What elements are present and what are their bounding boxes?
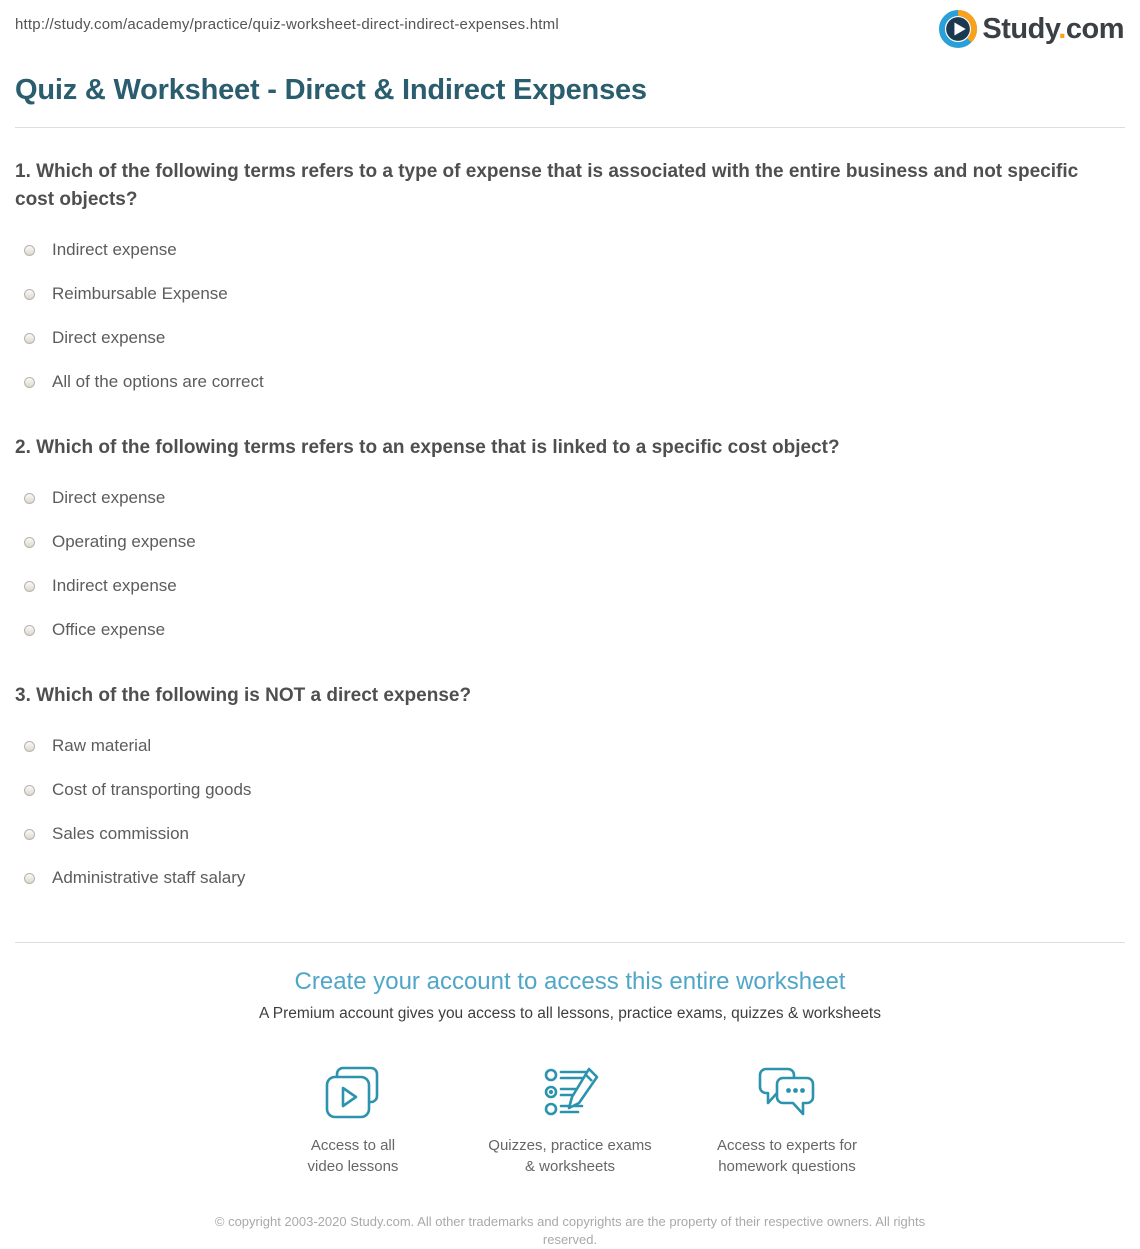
- option-row[interactable]: [15, 812, 1125, 856]
- feature-experts: [679, 1061, 896, 1177]
- radio-button[interactable]: [24, 493, 35, 504]
- title-divider: [15, 127, 1125, 128]
- option-row[interactable]: [15, 856, 1125, 900]
- radio-button[interactable]: [24, 289, 35, 300]
- option-label: All of the options are correct: [52, 372, 264, 391]
- quiz-worksheet-icon: [462, 1061, 679, 1123]
- question-text: 1. Which of the following terms refers to a type of expense that is associated with the entire business and not specific cost objects?: [15, 161, 1079, 210]
- radio-button[interactable]: [24, 741, 35, 752]
- question-1: [15, 158, 1125, 404]
- feature-caption: Access to all video lessons: [307, 1137, 399, 1175]
- play-logo-icon: [939, 10, 977, 48]
- option-label: Indirect expense: [52, 576, 177, 595]
- radio-button[interactable]: [24, 377, 35, 388]
- option-label: Cost of transporting goods: [52, 780, 252, 799]
- option-label: Raw material: [52, 736, 152, 755]
- chat-experts-icon: [679, 1061, 896, 1123]
- radio-button[interactable]: [24, 829, 35, 840]
- option-row[interactable]: [15, 316, 1125, 360]
- page-title: Quiz & Worksheet - Direct & Indirect Expenses: [15, 74, 647, 106]
- studycom-logo[interactable]: [939, 10, 1124, 48]
- premium-subtext: A Premium account gives you access to all lessons, practice exams, quizzes & worksheets: [259, 1005, 881, 1022]
- create-account-link[interactable]: Create your account to access this entire worksheet: [294, 968, 846, 995]
- account-cta-section: [0, 968, 1140, 1023]
- video-lessons-icon: [245, 1061, 462, 1123]
- page-header: [0, 0, 1140, 48]
- question-text: 2. Which of the following terms refers to an expense that is linked to a specific cost object?: [15, 437, 840, 458]
- radio-button[interactable]: [24, 245, 35, 256]
- option-label: Office expense: [52, 620, 166, 639]
- option-row[interactable]: [15, 476, 1125, 520]
- feature-quizzes: [462, 1061, 679, 1177]
- radio-button[interactable]: [24, 333, 35, 344]
- question-2: [15, 434, 1125, 652]
- radio-button[interactable]: [24, 873, 35, 884]
- options-list: [15, 476, 1125, 652]
- option-label: Reimbursable Expense: [52, 284, 228, 303]
- option-row[interactable]: [15, 564, 1125, 608]
- option-row[interactable]: [15, 272, 1125, 316]
- option-row[interactable]: [15, 768, 1125, 812]
- radio-button[interactable]: [24, 625, 35, 636]
- option-label: Administrative staff salary: [52, 868, 246, 887]
- option-label: Direct expense: [52, 488, 166, 507]
- options-list: [15, 228, 1125, 404]
- option-row[interactable]: [15, 520, 1125, 564]
- feature-caption: Quizzes, practice exams & worksheets: [488, 1137, 652, 1175]
- option-row[interactable]: [15, 608, 1125, 652]
- option-label: Operating expense: [52, 532, 196, 551]
- question-text: 3. Which of the following is NOT a direct expense?: [15, 685, 472, 706]
- logo-wordmark: Study.com: [982, 12, 1124, 45]
- option-row[interactable]: [15, 360, 1125, 404]
- option-label: Indirect expense: [52, 240, 177, 259]
- feature-caption: Access to experts for homework questions: [716, 1137, 858, 1175]
- option-row[interactable]: [15, 724, 1125, 768]
- section-divider: [15, 942, 1125, 943]
- radio-button[interactable]: [24, 581, 35, 592]
- copyright-text: © copyright 2003-2020 Study.com. All other trademarks and copyrights are the property of their respective owners. All rights reserved.: [214, 1214, 926, 1247]
- option-label: Sales commission: [52, 824, 189, 843]
- features-row: [0, 1061, 1140, 1177]
- option-label: Direct expense: [52, 328, 166, 347]
- feature-video-lessons: [245, 1061, 462, 1177]
- radio-button[interactable]: [24, 785, 35, 796]
- url-text: http://study.com/academy/practice/quiz-worksheet-direct-indirect-expenses.html: [15, 16, 559, 33]
- radio-button[interactable]: [24, 537, 35, 548]
- options-list: [15, 724, 1125, 900]
- option-row[interactable]: [15, 228, 1125, 272]
- question-3: [15, 682, 1125, 900]
